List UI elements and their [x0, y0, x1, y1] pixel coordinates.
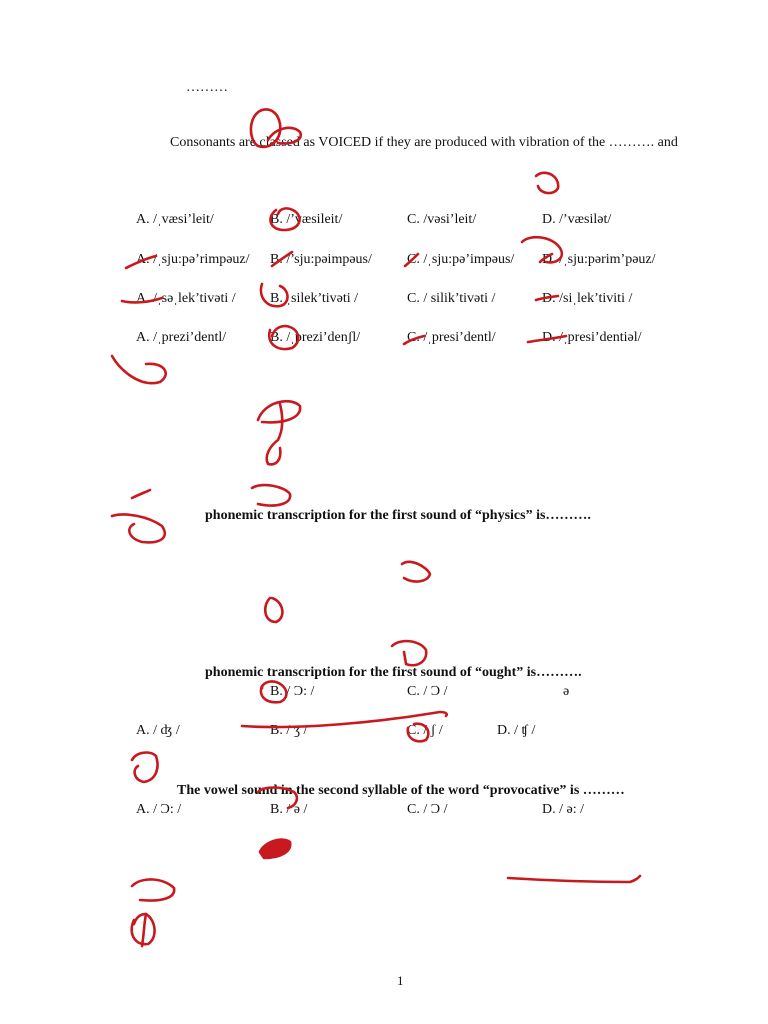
ink-line-q6d: [508, 876, 640, 882]
question-ought: phonemic transcription for the first sound of “ought” is……….: [205, 665, 582, 680]
ink-mark-left-7: [142, 914, 146, 946]
question-physics: phonemic transcription for the first sound of “physics” is……….: [205, 508, 591, 523]
q2-option-a: A. /ˌsju:pə’rimpəuz/: [136, 252, 250, 267]
ink-mark-mid-2: [267, 404, 282, 464]
q2-option-c: C. /ˌsju:pə’impəus/: [407, 252, 515, 267]
q6-option-b: B. / ə /: [270, 802, 308, 817]
q5-option-b-top: B. / Ɔ: /: [270, 684, 315, 699]
q4-option-a: A. /ˌprezi’dentl/: [136, 330, 227, 345]
q1-option-a: A. /ˌvæsi’leit/: [136, 212, 214, 227]
q3-option-b: B. ˌsilek’tivəti /: [270, 291, 359, 306]
ink-mark-physics: [252, 485, 290, 505]
ink-mark-left-2: [132, 490, 150, 498]
q6-option-a: A. / Ɔ: /: [136, 802, 182, 817]
ink-mark-left-6: [132, 914, 155, 944]
q6-option-d: D. / ə: /: [542, 802, 584, 817]
question-vowel: The vowel sound in the second syllable of the word “provocative” is ………: [177, 783, 625, 798]
ink-mark-right: [536, 173, 558, 193]
ink-mark-mid-3: [402, 562, 430, 582]
q3-option-a: A. /ˌsəˌlek’tivəti /: [136, 291, 236, 306]
ink-mark-left-5: [132, 879, 174, 900]
leading-dots: ………: [186, 80, 228, 95]
ink-mark-left-4: [132, 753, 158, 782]
question-voiced: Consonants are classed as VOICED if they are produced with vibration of the ………. and: [170, 135, 678, 150]
q5-schwa-mark: ə: [563, 684, 570, 699]
page-number: 1: [397, 973, 404, 988]
q2-option-d: D. /ˌsju:pərim’pəuz/: [542, 252, 656, 267]
q1-option-d: D. /’væsilət/: [542, 212, 612, 227]
ink-mark-left-1: [112, 356, 166, 383]
q5-option-d: D. / ʧ /: [497, 723, 536, 738]
q1-option-c: C. /vəsi’leit/: [407, 212, 477, 227]
q5-option-c-top: C. / Ɔ /: [407, 684, 448, 699]
q3-option-c: C. / silik’tivəti /: [407, 291, 496, 306]
q5-option-b: B. / ʒ /: [270, 723, 308, 738]
q5-option-a: A. / ʤ /: [136, 723, 180, 738]
q3-option-d: D. /siˌlek’tiviti /: [542, 291, 633, 306]
ink-mark-mid-4: [265, 598, 282, 622]
ink-mark-left-3: [112, 514, 165, 542]
q5-option-c: C. / ʃ /: [407, 723, 443, 738]
q4-option-d: D. /ˌpresi’dentiəl/: [542, 330, 642, 345]
ink-mark-ought: [392, 641, 426, 665]
q2-option-b: B. /’sju:pəimpəus/: [270, 252, 372, 267]
q6-option-c: C. / Ɔ /: [407, 802, 448, 817]
ink-blob: [260, 840, 290, 858]
q4-option-b: B. /ˌprezi’denʃl/: [270, 330, 361, 345]
q4-option-c: C. /ˌpresi’dentl/: [407, 330, 496, 345]
ink-mark-mid-1: [258, 401, 300, 422]
q1-option-b: B. /’væsileit/: [270, 212, 343, 227]
